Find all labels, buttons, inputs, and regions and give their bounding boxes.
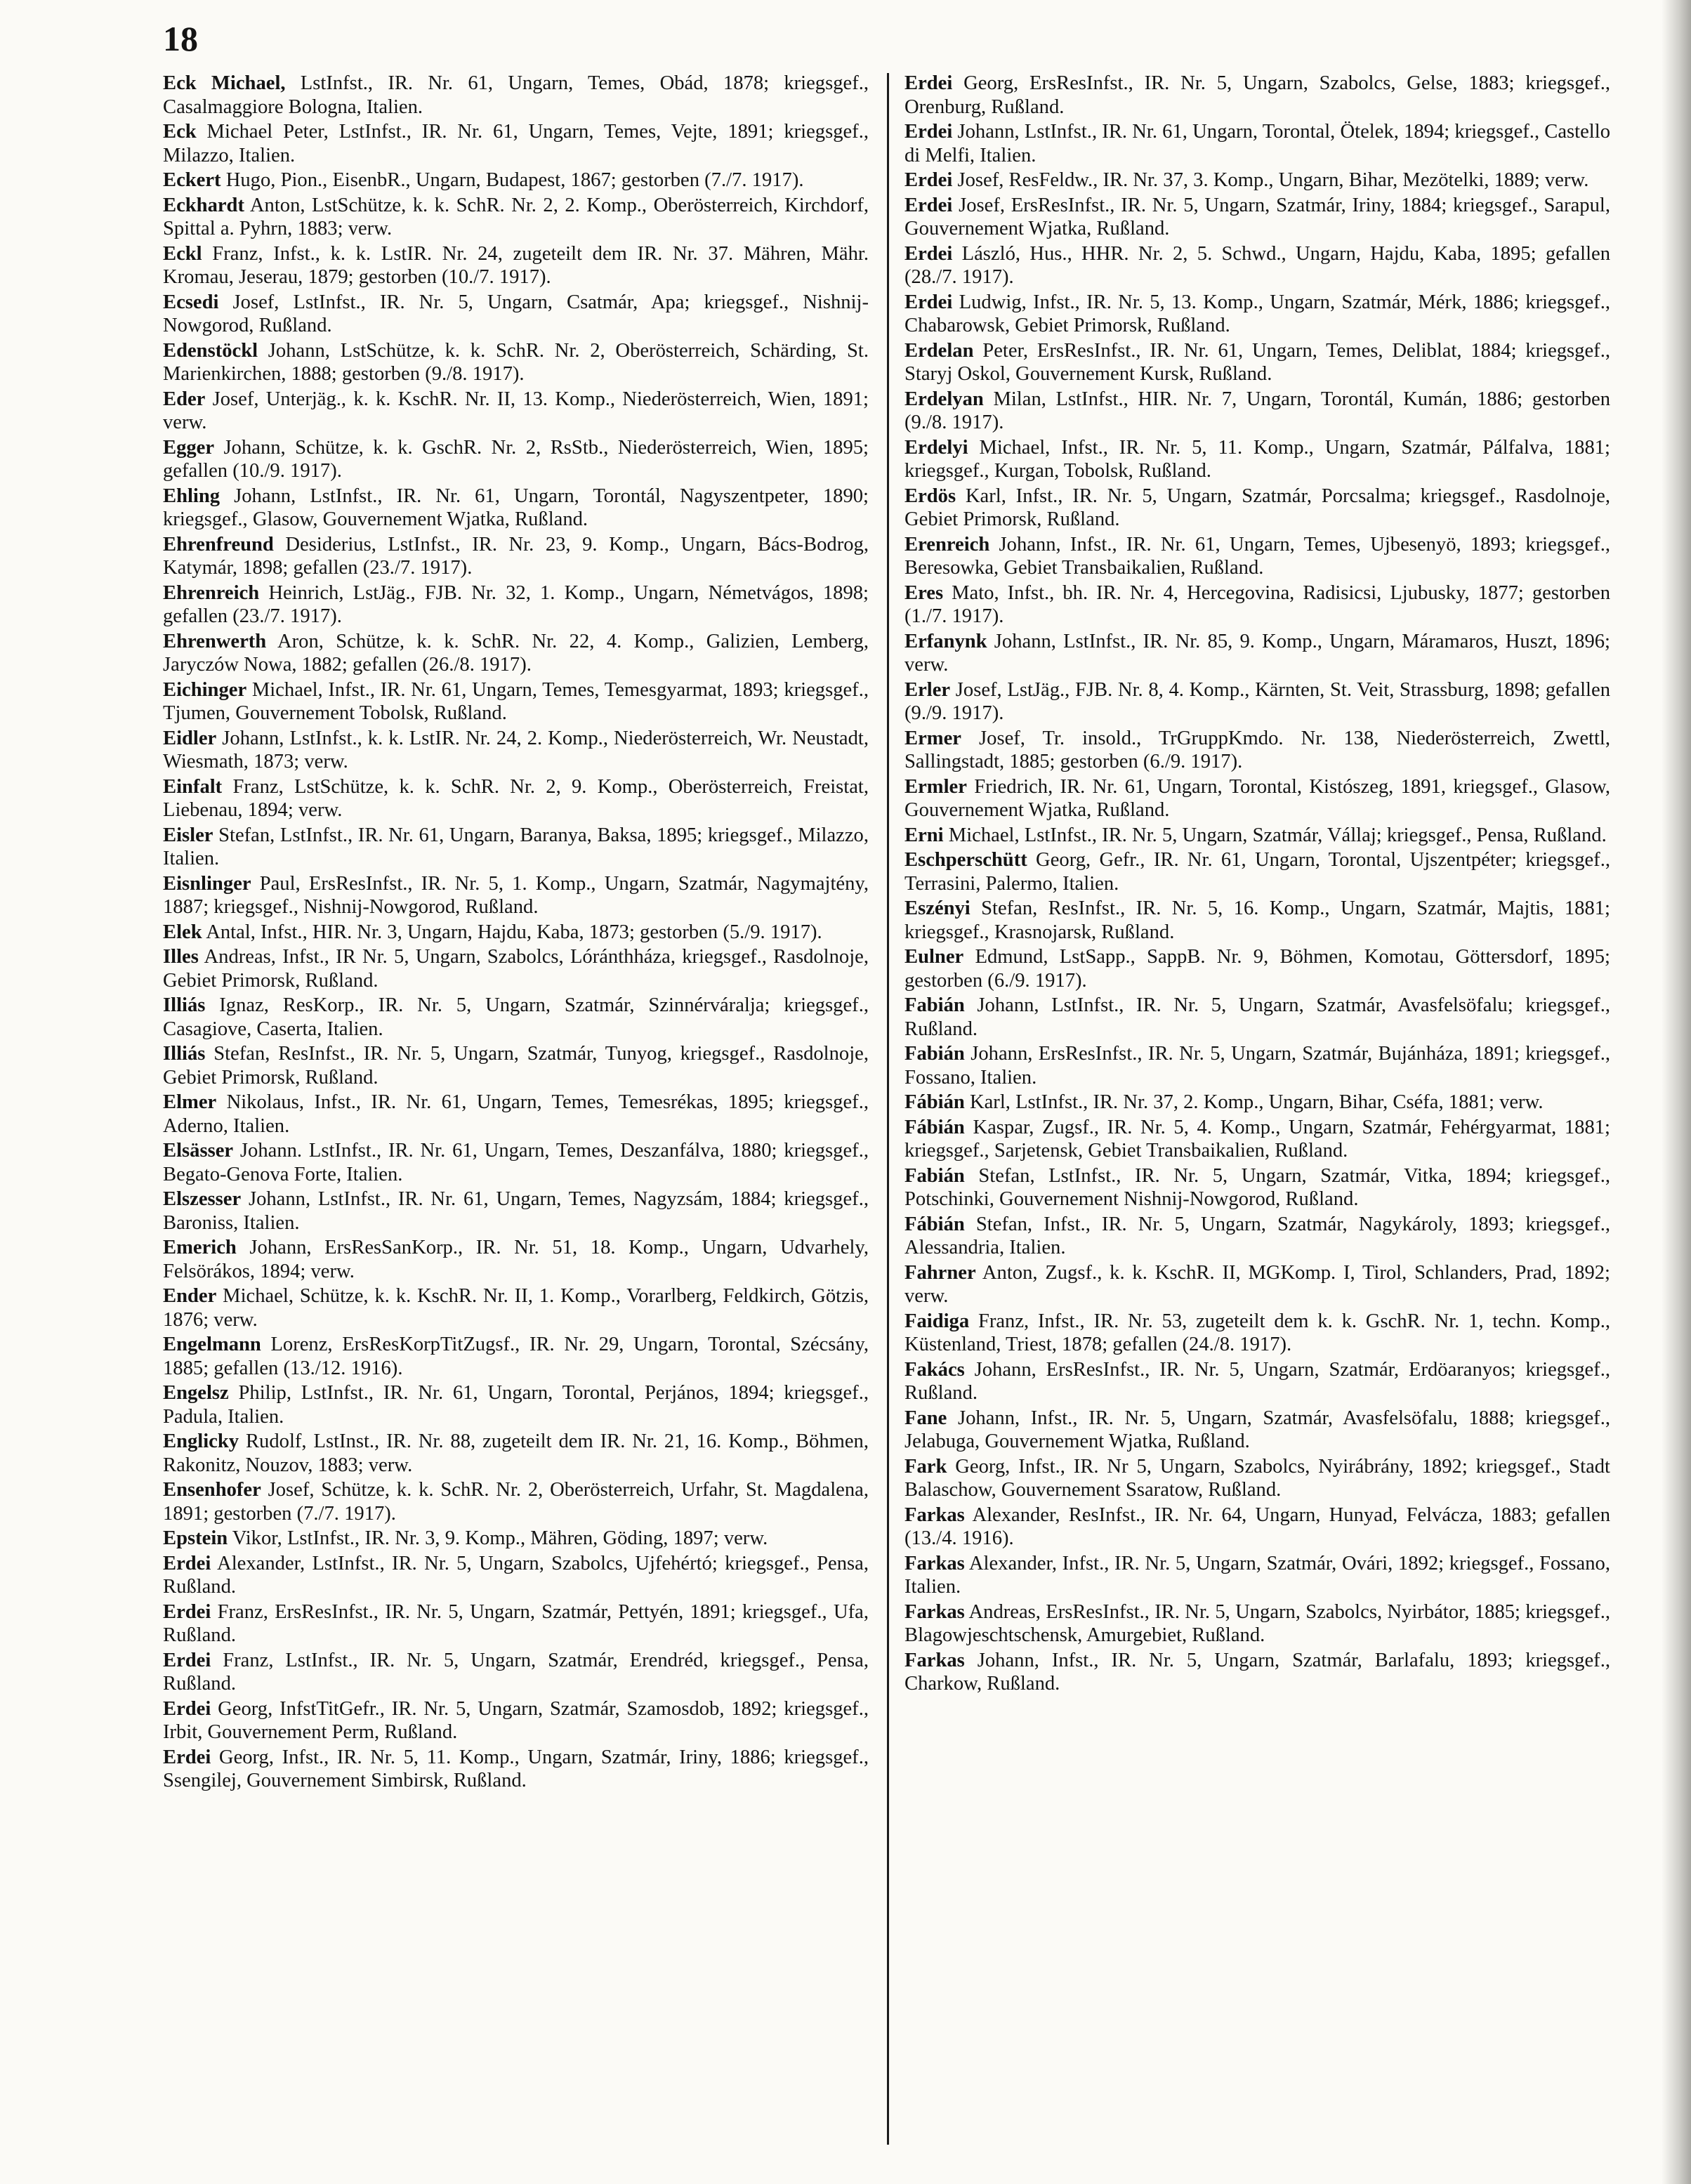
list-entry (163, 1600, 869, 1647)
entry-surname: Fabián (904, 1043, 965, 1065)
list-entry (904, 897, 1610, 944)
entry-surname: Ender (163, 1285, 217, 1307)
list-entry (163, 630, 869, 677)
list-entry (904, 630, 1610, 677)
entry-details: Johann, ErsResInfst., IR. Nr. 5, Ungarn, Szatmár, Erdöaranyos; kriegsgef., Rußland. (904, 1358, 1610, 1404)
entry-details: Josef, LstInfst., IR. Nr. 5, Ungarn, Csatmár, Apa; kriegsgef., Nishnij-Nowgorod, Rußland. (163, 291, 869, 336)
entry-surname: Erdelan (904, 339, 974, 362)
entry-details: Johann, ErsResInfst., IR. Nr. 5, Ungarn, Szatmár, Bujánháza, 1891; kriegsgef., Fossano, Italien. (904, 1043, 1610, 1088)
list-entry (904, 824, 1610, 848)
entry-surname: Fabián (904, 994, 965, 1016)
list-entry (163, 533, 869, 580)
list-entry (163, 291, 869, 338)
entry-details: Antal, Infst., HIR. Nr. 3, Ungarn, Hajdu, Kaba, 1873; gestorben (5./9. 1917). (202, 921, 822, 943)
entry-surname: Erdei (163, 1649, 211, 1671)
list-entry (904, 533, 1610, 580)
list-entry (904, 1116, 1610, 1163)
entry-surname: Erdei (904, 194, 953, 216)
entry-details: Anton, LstSchütze, k. k. SchR. Nr. 2, 2. Komp., Oberösterreich, Kirchdorf, Spittal a. Pyhrn, 1883; verw. (163, 194, 869, 239)
right-column (904, 72, 1610, 1697)
entry-surname: Illiás (163, 1043, 206, 1065)
entry-surname: Erdei (904, 169, 953, 191)
entry-details: Stefan, LstInfst., IR. Nr. 61, Ungarn, Baranya, Baksa, 1895; kriegsgef., Milazzo, Italien. (163, 824, 869, 869)
entry-surname: Eckert (163, 169, 221, 191)
left-column (163, 72, 869, 1794)
entry-surname: Illes (163, 946, 199, 968)
list-entry (163, 1091, 869, 1138)
entry-details: Michael, Infst., IR. Nr. 61, Ungarn, Temes, Temesgyarmat, 1893; kriegsgef., Tjumen, Gouvernement Tobolsk, Rußland. (163, 678, 869, 724)
entry-surname: Fábián (904, 1091, 965, 1113)
entry-details: Desiderius, LstInfst., IR. Nr. 23, 9. Komp., Ungarn, Bács-Bodrog, Katymár, 1898; gefallen (23./7. 1917). (163, 533, 869, 579)
entry-details: Michael, Schütze, k. k. KschR. Nr. II, 1. Komp., Vorarlberg, Feldkirch, Götzis, 1876; verw. (163, 1285, 869, 1331)
list-entry (163, 727, 869, 774)
list-entry (163, 824, 869, 871)
entry-details: Franz, Infst., k. k. LstIR. Nr. 24, zugeteilt dem IR. Nr. 37. Mähren, Mähr. Kromau, Jeserau, 1879; gestorben (10./7. 1917). (163, 242, 869, 288)
entry-surname: Ermler (904, 775, 967, 798)
entry-surname: Eck (163, 121, 197, 143)
entry-details: Josef, ErsResInfst., IR. Nr. 5, Ungarn, Szatmár, Iriny, 1884; kriegsgef., Sarapul, Gouvernement Wjatka, Rußland. (904, 194, 1610, 239)
list-entry (163, 242, 869, 289)
list-entry (163, 1527, 869, 1551)
list-entry (163, 1381, 869, 1428)
entry-details: Ludwig, Infst., IR. Nr. 5, 13. Komp., Ungarn, Szatmár, Mérk, 1886; kriegsgef., Chabarowsk, Gebiet Primorsk, Rußland. (904, 291, 1610, 336)
entry-details: Johann. LstInfst., IR. Nr. 61, Ungarn, Temes, Deszanfálva, 1880; kriegsgef., Begato-Genova Forte, Italien. (163, 1140, 869, 1185)
entry-details: Stefan, LstInfst., IR. Nr. 5, Ungarn, Szatmár, Vitka, 1894; kriegsgef., Potschinki, Gouvernement Nishnij-Nowgorod, Rußland. (904, 1164, 1610, 1210)
list-entry (163, 945, 869, 992)
list-entry (163, 169, 869, 192)
entry-surname: Erdelyan (904, 388, 984, 410)
entry-surname: Eisler (163, 824, 213, 846)
entry-details: Johann, LstInfst., IR. Nr. 61, Ungarn, Torontál, Nagyszentpeter, 1890; kriegsgef., Glasow, Gouvernement Wjatka, Rußland. (163, 485, 869, 530)
entry-details: Josef, Schütze, k. k. SchR. Nr. 2, Oberösterreich, Urfahr, St. Magdalena, 1891; gestorben (7./7. 1917). (163, 1479, 869, 1525)
entry-surname: Elek (163, 921, 202, 943)
list-entry (163, 775, 869, 822)
entry-details: Josef, LstJäg., FJB. Nr. 8, 4. Komp., Kärnten, St. Veit, Strassburg, 1898; gefallen (9./9. 1917). (904, 678, 1610, 724)
list-entry (904, 994, 1610, 1041)
entry-details: Johann, Infst., IR. Nr. 61, Ungarn, Temes, Ujbesenyö, 1893; kriegsgef., Beresowka, Gebiet Transbaikalien, Rußland. (904, 533, 1610, 579)
entry-details: Kaspar, Zugsf., IR. Nr. 5, 4. Komp., Ungarn, Szatmár, Fehérgyarmat, 1881; kriegsgef., Sarjetensk, Gebiet Transbaikalien, Rußland. (904, 1116, 1610, 1162)
entry-surname: Engelmann (163, 1334, 261, 1355)
list-entry (163, 1236, 869, 1283)
entry-surname: Ehrenwerth (163, 630, 267, 652)
list-entry (904, 581, 1610, 629)
entry-details: Lorenz, ErsResKorpTitZugsf., IR. Nr. 29, Ungarn, Torontal, Szécsány, 1885; gefallen (13./12. 1916). (163, 1334, 869, 1379)
entry-surname: Illiás (163, 994, 206, 1016)
entry-details: Johann, LstInfst., IR. Nr. 61, Ungarn, Temes, Nagyzsám, 1884; kriegsgef., Baroniss, Italien. (163, 1188, 869, 1234)
entry-surname: Erdei (163, 1746, 211, 1768)
list-entry (904, 1455, 1610, 1502)
entry-details: Johann, LstSchütze, k. k. SchR. Nr. 2, Oberösterreich, Schärding, St. Marienkirchen, 1888; gestorben (9./8. 1917). (163, 339, 869, 385)
list-entry (163, 72, 869, 119)
list-entry (904, 945, 1610, 992)
entry-surname: Erdelyi (904, 436, 968, 459)
entry-details: Georg, InfstTitGefr., IR. Nr. 5, Ungarn, Szatmár, Szamosdob, 1892; kriegsgef., Irbit, Gouvernement Perm, Rußland. (163, 1697, 869, 1743)
list-entry (904, 72, 1610, 119)
list-entry (163, 436, 869, 483)
list-entry (163, 339, 869, 386)
entry-details: Peter, ErsResInfst., IR. Nr. 61, Ungarn, Temes, Deliblat, 1884; kriegsgef., Staryj Oskol, Gouvernement Kursk, Rußland. (904, 339, 1610, 385)
entry-surname: Ehling (163, 485, 221, 507)
entry-details: Michael Peter, LstInfst., IR. Nr. 61, Ungarn, Temes, Vejte, 1891; kriegsgef., Milazzo, Italien. (163, 121, 869, 166)
list-entry (904, 1164, 1610, 1211)
list-entry (904, 678, 1610, 725)
list-entry (904, 1091, 1610, 1114)
entry-details: Josef, Tr. insold., TrGruppKmdo. Nr. 138, Niederösterreich, Zwettl, Sallingstadt, 1885; gestorben (6./9. 1917). (904, 727, 1610, 772)
entry-details: Josef, ResFeldw., IR. Nr. 37, 3. Komp., Ungarn, Bihar, Mezötelki, 1889; verw. (952, 169, 1589, 191)
list-entry (904, 194, 1610, 241)
list-entry (904, 1407, 1610, 1454)
entry-details: László, Hus., HHR. Nr. 2, 5. Schwd., Ungarn, Hajdu, Kaba, 1895; gefallen (28./7. 1917). (904, 242, 1610, 288)
entry-surname: Erdei (904, 242, 953, 265)
entry-details: Georg, Infst., IR. Nr 5, Ungarn, Szabolcs, Nyirábrány, 1892; kriegsgef., Stadt Balaschow, Gouvernement Ssaratow, Rußland. (904, 1455, 1610, 1501)
entry-surname: Emerich (163, 1237, 237, 1258)
entry-surname: Eder (163, 388, 206, 410)
list-entry (163, 1188, 869, 1235)
entry-details: Johann, LstInfst., k. k. LstIR. Nr. 24, 2. Komp., Niederösterreich, Wr. Neustadt, Wiesmath, 1873; verw. (163, 727, 869, 772)
list-entry (904, 1310, 1610, 1357)
entry-details: Johann, Schütze, k. k. GschR. Nr. 2, RsStb., Niederösterreich, Wien, 1895; gefallen (10./9. 1917). (163, 436, 869, 482)
entry-surname: Fark (904, 1455, 947, 1478)
entry-surname: Faidiga (904, 1310, 970, 1332)
entry-details: Franz, LstInfst., IR. Nr. 5, Ungarn, Szatmár, Erendréd, kriegsgef., Pensa, Rußland. (163, 1649, 869, 1695)
entry-details: Anton, Zugsf., k. k. KschR. II, MGKomp. I, Tirol, Schlanders, Prad, 1892; verw. (904, 1261, 1610, 1307)
entry-details: Hugo, Pion., EisenbR., Ungarn, Budapest, 1867; gestorben (7./7. 1917). (221, 169, 804, 191)
list-entry (163, 1139, 869, 1186)
entry-details: Johann, LstInfst., IR. Nr. 85, 9. Komp., Ungarn, Máramaros, Huszt, 1896; verw. (904, 630, 1610, 676)
list-entry (163, 581, 869, 629)
entry-details: Johann, LstInfst., IR. Nr. 5, Ungarn, Szatmár, Avasfelsöfalu; kriegsgef., Rußland. (904, 994, 1610, 1040)
list-entry (904, 1042, 1610, 1089)
list-entry (904, 1358, 1610, 1405)
list-entry (163, 1333, 869, 1380)
entry-details: Johann, LstInfst., IR. Nr. 61, Ungarn, Torontal, Ötelek, 1894; kriegsgef., Castello di Melfi, Italien. (904, 121, 1610, 166)
entry-surname: Erenreich (904, 533, 990, 555)
entry-surname: Farkas (904, 1649, 965, 1671)
entry-surname: Ensenhofer (163, 1479, 261, 1501)
column-divider (887, 73, 889, 2145)
entry-details: Franz, LstSchütze, k. k. SchR. Nr. 2, 9. Komp., Oberösterreich, Freistat, Liebenau, 1894; verw. (163, 775, 869, 821)
entry-surname: Elszesser (163, 1188, 242, 1210)
list-entry (163, 1552, 869, 1599)
entry-details: Michael, LstInfst., IR. Nr. 5, Ungarn, Szatmár, Vállaj; kriegsgef., Pensa, Rußland. (943, 824, 1607, 846)
entry-surname: Erdei (163, 1600, 211, 1623)
entry-details: Johann, ErsResSanKorp., IR. Nr. 51, 18. Komp., Ungarn, Udvarhely, Felsörákos, 1894; verw. (163, 1237, 869, 1282)
entry-surname: Engelsz (163, 1382, 229, 1404)
list-entry (163, 1042, 869, 1089)
entry-surname: Einfalt (163, 775, 223, 798)
list-entry (163, 388, 869, 435)
entry-surname: Elsässer (163, 1140, 234, 1162)
entry-surname: Englicky (163, 1430, 239, 1452)
entry-details: Stefan, Infst., IR. Nr. 5, Ungarn, Szatmár, Nagykároly, 1893; kriegsgef., Alessandria, Italien. (904, 1213, 1610, 1258)
list-entry (904, 775, 1610, 822)
list-entry (163, 994, 869, 1041)
entry-details: Franz, Infst., IR. Nr. 53, zugeteilt dem k. k. GschR. Nr. 1, techn. Komp., Küstenland, Triest, 1878; gefallen (24./8. 1917). (904, 1310, 1610, 1355)
entry-surname: Farkas (904, 1600, 965, 1623)
list-entry (904, 848, 1610, 895)
list-entry (163, 1430, 869, 1477)
entry-surname: Erni (904, 824, 944, 846)
entry-surname: Fábián (904, 1116, 965, 1138)
entry-details: Andreas, ErsResInfst., IR. Nr. 5, Ungarn, Szabolcs, Nyirbátor, 1885; kriegsgef., Blagowjeschtschensk, Amurgebiet, Rußland. (904, 1600, 1610, 1646)
entry-surname: Eidler (163, 727, 217, 749)
entry-surname: Eres (904, 581, 944, 604)
entry-details: Aron, Schütze, k. k. SchR. Nr. 22, 4. Komp., Galizien, Lemberg, Jaryczów Nowa, 1882; gefallen (26./8. 1917). (163, 630, 869, 676)
entry-surname: Eulner (904, 946, 964, 968)
list-entry (163, 1649, 869, 1696)
entry-details: Mato, Infst., bh. IR. Nr. 4, Hercegovina, Radisicsi, Ljubusky, 1877; gestorben (1./7. 1917). (904, 581, 1610, 627)
entry-details: Franz, ErsResInfst., IR. Nr. 5, Ungarn, Szatmár, Pettyén, 1891; kriegsgef., Ufa, Rußland. (163, 1600, 869, 1646)
entry-surname: Eisnlinger (163, 872, 251, 895)
entry-details: Karl, Infst., IR. Nr. 5, Ungarn, Szatmár, Porcsalma; kriegsgef., Rasdolnoje, Gebiet Primorsk, Rußland. (904, 485, 1610, 530)
list-entry (163, 194, 869, 241)
entry-surname: Farkas (904, 1504, 965, 1526)
list-entry (904, 727, 1610, 774)
entry-details: Johann, Infst., IR. Nr. 5, Ungarn, Szatmár, Avasfelsöfalu, 1888; kriegsgef., Jelabuga, Gouvernement Wjatka, Rußland. (904, 1407, 1610, 1452)
entry-surname: Fakács (904, 1358, 965, 1381)
list-entry (904, 485, 1610, 532)
entry-details: Edmund, LstSapp., SappB. Nr. 9, Böhmen, Komotau, Göttersdorf, 1895; gestorben (6./9. 1917). (904, 946, 1610, 992)
list-entry (163, 921, 869, 945)
list-entry (904, 1213, 1610, 1260)
list-entry (904, 388, 1610, 435)
list-entry (163, 485, 869, 532)
entry-details: Vikor, LstInfst., IR. Nr. 3, 9. Komp., Mähren, Göding, 1897; verw. (228, 1527, 768, 1549)
entry-details: Ignaz, ResKorp., IR. Nr. 5, Ungarn, Szatmár, Szinnérváralja; kriegsgef., Casagiove, Caserta, Italien. (163, 994, 869, 1040)
entry-details: LstInfst., IR. Nr. 61, Ungarn, Temes, Obád, 1878; kriegsgef., Casalmaggiore Bologna, Italien. (163, 72, 869, 118)
entry-surname: Erler (904, 678, 951, 701)
list-entry (904, 1504, 1610, 1551)
entry-surname: Elmer (163, 1091, 217, 1113)
entry-details: Andreas, Infst., IR Nr. 5, Ungarn, Szabolcs, Lóránthháza, kriegsgef., Rasdolnoje, Gebiet Primorsk, Rußland. (163, 946, 869, 992)
entry-surname: Erdei (904, 72, 953, 94)
entry-surname: Farkas (904, 1552, 965, 1574)
entry-details: Alexander, Infst., IR. Nr. 5, Ungarn, Szatmár, Ovári, 1892; kriegsgef., Fossano, Italien. (904, 1552, 1610, 1598)
entry-details: Georg, Gefr., IR. Nr. 61, Ungarn, Torontal, Ujszentpéter; kriegsgef., Terrasini, Palermo, Italien. (904, 849, 1610, 895)
entry-details: Stefan, ResInfst., IR. Nr. 5, 16. Komp., Ungarn, Szatmár, Majtis, 1881; kriegsgef., Krasnojarsk, Rußland. (904, 897, 1610, 943)
entry-surname: Eichinger (163, 678, 247, 701)
entry-surname: Erfanynk (904, 630, 987, 652)
entry-details: Nikolaus, Infst., IR. Nr. 61, Ungarn, Temes, Temesrékas, 1895; kriegsgef., Aderno, Italien. (163, 1091, 869, 1137)
entry-surname: Ecsedi (163, 291, 219, 313)
entry-surname: Epstein (163, 1527, 228, 1549)
list-entry (163, 120, 869, 167)
entry-details: Johann, Infst., IR. Nr. 5, Ungarn, Szatmár, Barlafalu, 1893; kriegsgef., Charkow, Rußland. (904, 1649, 1610, 1695)
entry-details: Heinrich, LstJäg., FJB. Nr. 32, 1. Komp., Ungarn, Németvágos, 1898; gefallen (23./7. 1917). (163, 581, 869, 627)
entry-details: Josef, Unterjäg., k. k. KschR. Nr. II, 13. Komp., Niederösterreich, Wien, 1891; verw. (163, 388, 869, 433)
entry-details: Alexander, LstInfst., IR. Nr. 5, Ungarn, Szabolcs, Ujfehértó; kriegsgef., Pensa, Rußland. (163, 1552, 869, 1598)
entry-details: Paul, ErsResInfst., IR. Nr. 5, 1. Komp., Ungarn, Szatmár, Nagymajtény, 1887; kriegsgef., Nishnij-Nowgorod, Rußland. (163, 872, 869, 918)
entry-details: Philip, LstInfst., IR. Nr. 61, Ungarn, Torontal, Perjános, 1894; kriegsgef., Padula, Italien. (163, 1382, 869, 1428)
entry-surname: Erdös (904, 485, 956, 507)
list-entry (163, 1284, 869, 1331)
entry-surname: Eschperschütt (904, 849, 1027, 871)
entry-surname: Ehrenfreund (163, 533, 274, 555)
entry-surname: Erdei (163, 1697, 211, 1720)
entry-details: Georg, ErsResInfst., IR. Nr. 5, Ungarn, Szabolcs, Gelse, 1883; kriegsgef., Orenburg, Rußland. (904, 72, 1610, 118)
page-number: 18 (163, 19, 198, 58)
page-edge-shadow (1662, 0, 1691, 2184)
list-entry (904, 1649, 1610, 1696)
list-entry (904, 242, 1610, 289)
entry-surname: Ermer (904, 727, 961, 749)
list-entry (904, 169, 1610, 192)
entry-surname: Egger (163, 436, 215, 459)
entry-details: Rudolf, LstInst., IR. Nr. 88, zugeteilt dem IR. Nr. 21, 16. Komp., Böhmen, Rakonitz, Nouzov, 1883; verw. (163, 1430, 869, 1476)
entry-details: Milan, LstInfst., HIR. Nr. 7, Ungarn, Torontál, Kumán, 1886; gestorben (9./8. 1917). (904, 388, 1610, 433)
entry-surname: Erdei (904, 291, 953, 313)
list-entry (163, 1697, 869, 1744)
list-entry (163, 1478, 869, 1525)
entry-surname: Eck Michael, (163, 72, 286, 94)
entry-details: Alexander, ResInfst., IR. Nr. 64, Ungarn, Hunyad, Felvácza, 1883; gefallen (13./4. 1916). (904, 1504, 1610, 1549)
list-entry (904, 1552, 1610, 1599)
list-entry (904, 339, 1610, 386)
entry-surname: Erdei (904, 121, 953, 143)
list-entry (904, 436, 1610, 483)
entry-surname: Ehrenreich (163, 581, 260, 604)
entry-details: Stefan, ResInfst., IR. Nr. 5, Ungarn, Szatmár, Tunyog, kriegsgef., Rasdolnoje, Gebiet Primorsk, Rußland. (163, 1043, 869, 1088)
entry-surname: Eckl (163, 242, 202, 265)
entry-surname: Fane (904, 1407, 947, 1429)
list-entry (163, 872, 869, 919)
list-entry (163, 1746, 869, 1793)
entry-details: Michael, Infst., IR. Nr. 5, 11. Komp., Ungarn, Szatmár, Pálfalva, 1881; kriegsgef., Kurgan, Tobolsk, Rußland. (904, 436, 1610, 482)
entry-surname: Eszényi (904, 897, 970, 919)
list-entry (904, 1261, 1610, 1308)
entry-surname: Edenstöckl (163, 339, 258, 362)
list-entry (904, 1600, 1610, 1647)
list-entry (904, 291, 1610, 338)
entry-surname: Eckhardt (163, 194, 244, 216)
list-entry (904, 120, 1610, 167)
entry-surname: Fábián (904, 1213, 965, 1235)
entry-details: Friedrich, IR. Nr. 61, Ungarn, Torontal, Kistószeg, 1891, kriegsgef., Glasow, Gouvernement Wjatka, Rußland. (904, 775, 1610, 821)
entry-details: Karl, LstInfst., IR. Nr. 37, 2. Komp., Ungarn, Bihar, Cséfa, 1881; verw. (964, 1091, 1544, 1113)
list-entry (163, 678, 869, 725)
entry-surname: Erdei (163, 1552, 211, 1574)
entry-surname: Fahrner (904, 1261, 976, 1284)
entry-surname: Fabián (904, 1164, 965, 1187)
entry-details: Georg, Infst., IR. Nr. 5, 11. Komp., Ungarn, Szatmár, Iriny, 1886; kriegsgef., Ssengilej, Gouvernement Simbirsk, Rußland. (163, 1746, 869, 1791)
